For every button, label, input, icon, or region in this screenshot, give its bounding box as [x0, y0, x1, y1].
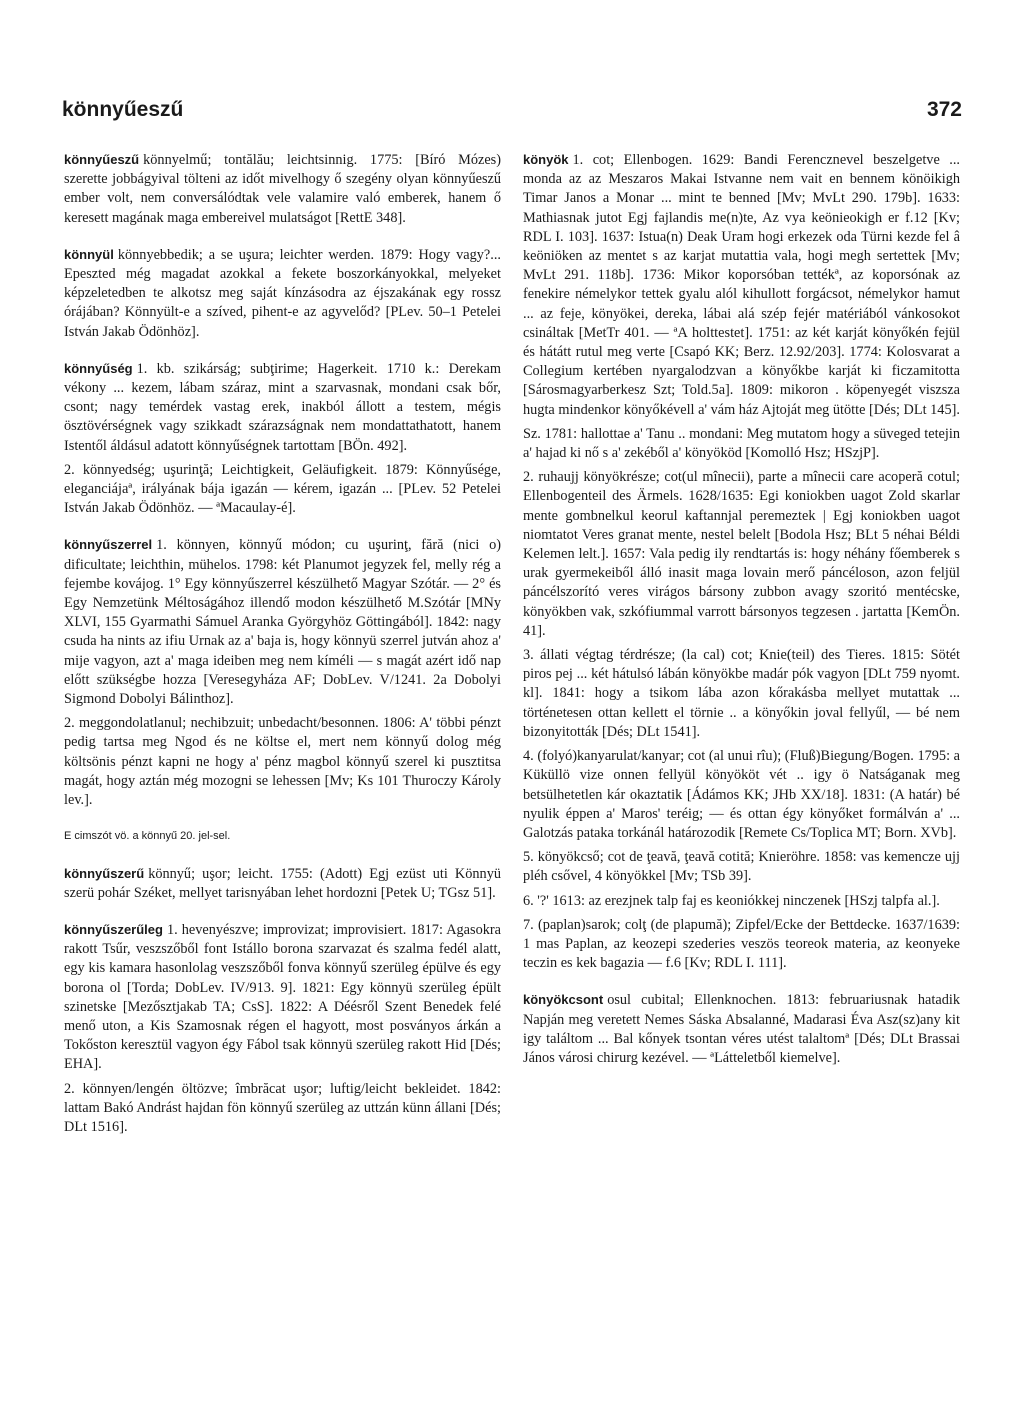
- page-header: [62, 98, 962, 130]
- entry-text: 6. '?' 1613: az erezjnek talp faj es keoniókkej ninczenek [HSzj talpfa al.].: [523, 892, 940, 909]
- entry-headword: könnyűeszű: [64, 152, 140, 167]
- dictionary-entry: [64, 359, 501, 456]
- entry-headword: könnyűszerű: [64, 865, 145, 881]
- entry-text: könnyebbedik; a se uşura; leichter werden. 1879: Hogy vagy?... Epeszted még magadat azokkal a fekete boszorkányokkal, melyeket képzeletedben te alkotsz meg saját kínzásodra az éjszakának egy rossz órájában? Könnyült-e a szíved, pihent-e az agyvelőd? [PLev. 50–1 Petelei István Jakab Ödönhöz].: [64, 246, 501, 340]
- dictionary-entry: [64, 245, 501, 342]
- entry-headword: könnyűszerűleg: [64, 921, 163, 937]
- entry-text: osul cubital; Ellenknochen. 1813: februariusnak hatadik Napján meg veretett Nemes Sáska Absalanné, Madarasi Éva Asz(sz)any kit igy találtom ... Bal kőnyek tsontan véres utést talaltomª [Dés; DLt Brassai János városi chirurg kezével. — ªLátteletből kiemelve].: [523, 992, 960, 1066]
- entry-sense: [64, 461, 501, 519]
- entry-text: 3. állati végtag térdrésze; (la cal) cot; Knie(teil) des Tieres. 1815: Sötét piros pej ... két hátulsó lábán könyökbe madár pók vagyon [DLt 759 nyomt. kl]. 1841: hogy a tsikom lába azon kőrakásba mellyet mutattak ... történetesen ottan kellett el törnie .. a könyőkin joval fellyűl, — bé nem bizonyitották [Dés; DLt 1541].: [523, 647, 960, 740]
- entry-headword: könyök: [523, 152, 569, 167]
- entry-sense: [523, 425, 960, 463]
- entry-sense: [64, 1080, 501, 1138]
- entry-sense: [523, 892, 960, 911]
- entry-text: 5. könyökcső; cot de ţeavă, ţeavă cotită; Knieröhre. 1858: vas kemencze ujj pléh csővel, 4 könyökkel [Mv; TSb 39].: [523, 849, 960, 885]
- entry-text: könnyű; uşor; leicht. 1755: (Adott) Egj ezüst uti Könnyü szerü pohár Széket, mellyet tarisnyában lehet hordozni [Petek U; TGsz 51].: [64, 865, 501, 901]
- entry-sense: [523, 646, 960, 742]
- entry-sense: [523, 468, 960, 641]
- entry-headword: könyökcsont: [523, 992, 604, 1008]
- entry-headword: könnyül: [64, 246, 114, 262]
- dictionary-entry: [523, 150, 960, 420]
- entry-headword: könnyűszerrel: [64, 537, 153, 553]
- entry-sense: [523, 848, 960, 886]
- entry-sense: [523, 916, 960, 974]
- entry-text: 7. (paplan)sarok; colţ (de plapumă); Zipfel/Ecke der Bettdecke. 1637/1639: 1 mas Paplan, az keozepi szederies veszös teoreok materia, az keonyeke teczin es kek bagazia — f.6 [Kv; RDL I. 111].: [523, 916, 960, 972]
- running-headword: könnyűeszű: [62, 98, 184, 121]
- entry-text: 1. cot; Ellenbogen. 1629: Bandi Ferencznevel beszelgetve ... monda az az Meszaros Makai Istvanne nem vait en bennem könöikigh Timar Janos a Monar ... mint te benned [Mv; MvLt 290. 179b]. 1633: Mathiasnak jutot Egj fajlandis me(n)te, Az vya keönieokigh er f.12 [Kv; RDL I. 103]. 1637: Istua(n) Deak Uram hogi erkezek oda Türni kezde fel â keöniöken az mentet s az karjat mutattia vala, hogi megh sertettek [Mv; MvLt 291. 118b]. 1736: Mikor koporsóban tettékª, az koporsónak az fenekire némelykor tettek gyalu alól kihullott forgácsot, némelykor hamut ... az feje, könyökei, dereka, lábai alá szép fejér matériából vánkosokot csináltak [MetTr 401. — ªA holttestet]. 1751: az két karját könyőkén fejül és hátátt rutul meg verte [Csapó KK; Berz. 12.92/203]. 1774: Kolosvarat a Collegium kertében nyargalodzvan a könyőkbe karját ki ficzamitotta [Sárosmagyarberkesz Szt; Told.5a]. 1809: mikoron . köpenyegét viszsza hugta mindenkor könyőkévell a' vám ház Ajtoját meg ütötte [Dés; DLt 145].: [523, 152, 960, 418]
- dictionary-entry: [64, 920, 501, 1075]
- right-column: [523, 150, 960, 1085]
- dictionary-entry: [64, 535, 501, 709]
- entry-text: Sz. 1781: hallottae a' Tanu .. mondani: Meg mutatom hogy a süveged tetejin a' hajad ki nő s a' zekéből a' könyököd [Komolló Hsz; HSzjP].: [523, 425, 960, 462]
- dictionary-entry: [64, 150, 501, 228]
- left-column: [64, 150, 501, 1154]
- page-number: 372: [926, 98, 962, 121]
- entry-text: 2. könnyedség; uşurinţă; Leichtigkeit, Geläufigkeit. 1879: Könnyűsége, eleganciájaª, irályának bája igazán — kérem, igazán ... [PLev. 52 Petelei István Jakab Ödönhöz. — ªMacaulay-é].: [64, 461, 501, 517]
- dictionary-entry: [64, 864, 501, 903]
- entry-text: 1. könnyen, könnyű módon; cu uşurinţ, fără (nici o) dificultate; leichthin, mühelos. 1798: két Planumot jegyzek fel, melly rég a fejembe kovájog. 1° Egy könnyűszerrel készülhető Magyar Szótár. — 2° és Egy Nemzetünk Méltoságához illendő modon készülhető M.Szótár [MNy XLVI, 155 Gyarmathi Sámuel Aranka Györgyhöz Göttingából]. 1842: nagy csuda ha nints az ifiu Urnak az a' baja is, hogy könnyü szerrel jutván ahoz a' mije vagyon, azt a' maga ideiben meg nem kíméli — s magát azért idő nap előtt szükségbe hozza [Veresegyháza AF; DobLev. V/1241. 2a Dobolyi Sigmond Dobolyi Bálinthoz].: [64, 537, 501, 708]
- entry-sense: [523, 747, 960, 843]
- entry-headword: könnyűség: [64, 360, 133, 376]
- entry-text: 2. könnyen/lengén öltözve; îmbrăcat uşor; luftig/leicht bekleidet. 1842: lattam Bakó Andrást hajdan fön könnyű szerüleg az uttzán künn állani [Dés; DLt 1516].: [64, 1080, 501, 1135]
- cross-reference-note: E cimszót vö. a könnyű 20. jel-sel.: [64, 830, 231, 843]
- entry-text: 2. meggondolatlanul; nechibzuit; unbedacht/besonnen. 1806: A' többi pénzt pedig tartsa meg Ngod és ne költse el, mert nem könnyű dolog még költsönis pénzt kapni ne hogy a' pénz magbol könnyű szerel ki pusztitsa magát, hogy aztán még mozogni se lehessen [Mv; Ks 101 Thuroczy Károly lev.].: [64, 715, 501, 809]
- entry-text: 1. hevenyészve; improvizat; improvisiert. 1817: Agasokra rakott Tsűr, veszszőből font Istállo borona szarvazat és szalma fedél alatt, egy kis kamara hasonlolag veszszőből fonva könnyű szerüleg épülve és egy borona ol [Torda; DobLev. IV/913. 9]. 1821: Egy könnyü szerüleg épült szinetske [Mezősztjakab TA; CsS]. 1822: A Déésről Szent Benedek felé menő uton, a Kis Szamosnak régen el hagyott, most posványos árkán a Tokőston keresztül vagyon égy Fábol tsak könnyü szerüleg rakott Hid [Dés; EHA].: [64, 921, 501, 1073]
- entry-sense: [64, 714, 501, 810]
- entry-text: 2. ruhaujj könyökrésze; cot(ul mînecii), parte a mînecii care acoperă cotul; Ellenbogenteil des Ärmels. 1628/1635: Egi koniokben uagot Zold skarlar mente gombnelkul keorul kaftannjal peremeztek | Egj koniokben uagot niomtatot Veres granat mente, nestel belelt [Bodola Hsz; BLt 5 néhai Béldi Kelemen lelt.]. 1657: Vala pedig ily rendtartás is: hogy néhány főemberek s urak gyermekeiből álló inasit maga lovain merő páncéloson, azon feljül páncélszorító veres virágos bársony zubbon avagy szoritó mentécske, könyökben vak, szkófiummal varrott bársonyos tegzesen . jartatta [KemÖn. 41].: [523, 469, 960, 639]
- dictionary-entry: [523, 990, 960, 1068]
- entry-text: 1. kb. szikárság; subţirime; Hagerkeit. 1710 k.: Derekam vékony ... kezem, lábam száraz, mint a szarvasnak, mondani csak bőr, csont; nagy temérdek vastag erek, inakból állott a testem, mégis ösztövérségnek vagy szikkadt szárazságnak nem mondattathatott, hanem Istentől áldásul adatott könnyűségnek tartottam [BÖn. 492].: [64, 360, 501, 454]
- entry-text: könnyelmű; tontălău; leichtsinnig. 1775: [Bíró Mózes) szerette jobbágyival tölteni az időt mivelhogy ő szegény olyan könnyűeszű ember volt, nem conversálódtak vele valamire való emberek, hanem ő keresett magának maga embereivel mulatságot [RettE 348].: [64, 152, 501, 226]
- entry-text: 4. (folyó)kanyarulat/kanyar; cot (al unui rîu); (Fluß)Biegung/Bogen. 1795: a Küküllö vize onnen fellyül könyököt vét .. igy ö Natságanak meg betsülhetetlen kár okaztatik [Ádámos KK; JHb XX/18]. 1831: (A határ) bé nyulik éppen a' Maros' teréig; — és ottan égy könyőket formálván a' ... Galotzás pataka torkánál határozodik [Remete Cs/Toplica MT; Born. XVb].: [523, 748, 960, 841]
